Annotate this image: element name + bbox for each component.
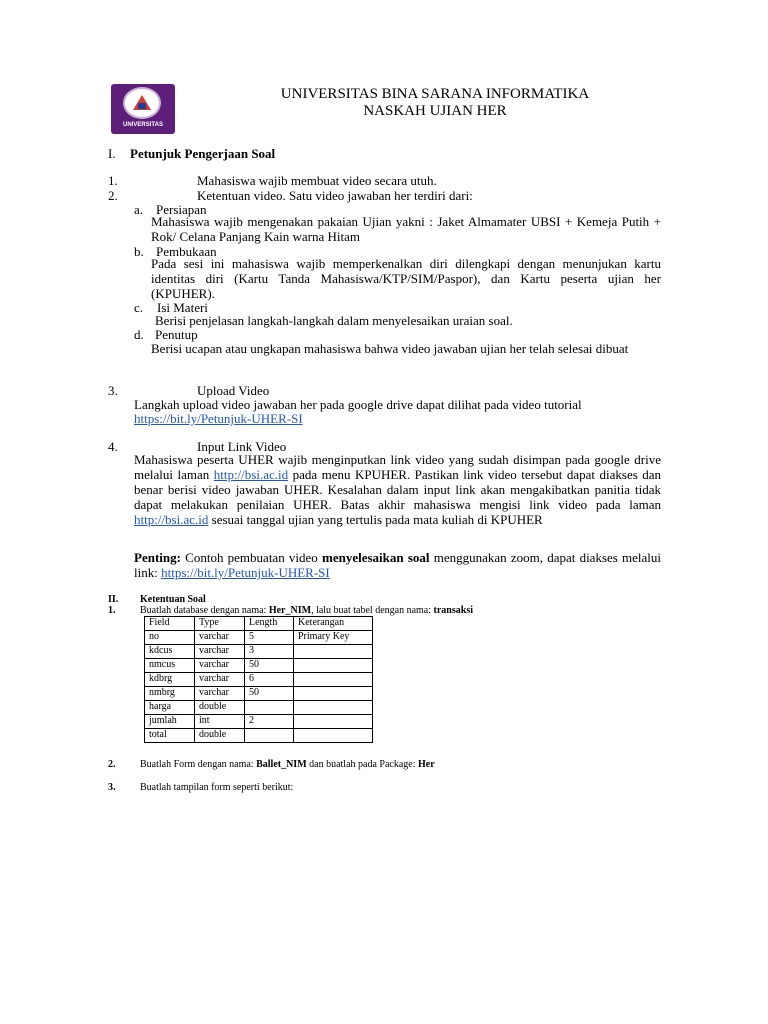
sub-d-letter: d. <box>134 327 144 342</box>
q1-db-name: Her_NIM <box>268 605 312 616</box>
cell-type: varchar <box>195 687 245 701</box>
q2-mid: dan buatlah pada Package: <box>309 759 416 770</box>
cell-field: nmcus <box>145 659 195 673</box>
cell-length: 2 <box>245 715 294 729</box>
cell-keterangan <box>294 645 373 659</box>
header-length: Length <box>245 617 294 631</box>
bsi-link-1[interactable]: http://bsi.ac.id <box>213 467 289 482</box>
table-row <box>145 645 373 659</box>
cell-type: varchar <box>195 645 245 659</box>
cell-field: no <box>145 631 195 645</box>
cell-field: harga <box>145 701 195 715</box>
q1-number: 1. <box>108 605 116 616</box>
item4-paragraph <box>134 452 661 527</box>
item3-text: Langkah upload video jawaban her pada google drive dapat dilihat pada video tutorial <box>134 397 582 412</box>
item3-title: Upload Video <box>197 383 270 398</box>
table-row <box>145 729 373 743</box>
table-row <box>145 701 373 715</box>
q3-number: 3. <box>108 782 116 793</box>
q1-table-name: transaksi <box>433 605 473 616</box>
note-text-2: menggunakan zoom, dapat diakses melalui link: <box>134 550 662 580</box>
note-paragraph <box>134 550 661 580</box>
note-link[interactable]: https://bit.ly/Petunjuk-UHER-SI <box>161 565 330 580</box>
exam-title: NASKAH UJIAN HER <box>363 103 507 119</box>
cell-type: int <box>195 715 245 729</box>
item2-text: Ketentuan video. Satu video jawaban her terdiri dari: <box>197 188 473 203</box>
header-field: Field <box>145 617 195 631</box>
cell-length <box>245 729 294 743</box>
cell-length: 6 <box>245 673 294 687</box>
q2-form-name: Ballet_NIM <box>256 759 307 770</box>
q2-pre: Buatlah Form dengan nama: <box>140 759 254 770</box>
university-logo <box>111 84 175 134</box>
item1-text: Mahasiswa wajib membuat video secara utuh. <box>197 173 437 188</box>
logo-text: UNIVERSITAS <box>123 122 163 128</box>
table-header-row <box>145 617 373 631</box>
section2-title: Ketentuan Soal <box>140 594 206 605</box>
note-text-1: Contoh pembuatan video <box>185 550 318 565</box>
section1-number: I. <box>108 146 116 161</box>
cell-keterangan <box>294 729 373 743</box>
cell-keterangan <box>294 687 373 701</box>
cell-type: double <box>195 729 245 743</box>
sub-a-title: Persiapan <box>156 202 207 217</box>
header-type: Type <box>195 617 245 631</box>
cell-length: 3 <box>245 645 294 659</box>
sub-b-letter: b. <box>134 244 144 259</box>
item4-number: 4. <box>108 439 118 454</box>
cell-keterangan <box>294 715 373 729</box>
transaksi-field-table <box>144 616 373 743</box>
cell-type: varchar <box>195 673 245 687</box>
note-bold: menyelesaikan soal <box>322 550 430 565</box>
item4-text-1: Mahasiswa peserta UHER wajib menginputkan link video yang sudah disimpan pada google drive melalui laman <box>134 452 661 482</box>
cell-keterangan <box>294 659 373 673</box>
q2-number: 2. <box>108 759 116 770</box>
cell-field: nmbrg <box>145 687 195 701</box>
university-title: UNIVERSITAS BINA SARANA INFORMATIKA <box>280 86 590 102</box>
q2-text <box>140 759 435 771</box>
item2-number: 2. <box>108 188 118 203</box>
cell-type: varchar <box>195 631 245 645</box>
note-label: Penting: <box>134 550 181 565</box>
cell-field: total <box>145 729 195 743</box>
item3-number: 3. <box>108 383 118 398</box>
cell-type: varchar <box>195 659 245 673</box>
section1-title: Petunjuk Pengerjaan Soal <box>130 146 276 161</box>
sub-b-body: Pada sesi ini mahasiswa wajib memperkenalkan diri dilengkapi dengan menunjukan kartu identitas diri (Kartu Tanda Mahasiswa/KTP/SIM/Paspor), dan Kartu peserta ujian her (KPUHER). <box>151 256 661 301</box>
logo-emblem-icon <box>132 94 152 112</box>
tutorial-link[interactable]: https://bit.ly/Petunjuk-UHER-SI <box>134 411 303 426</box>
cell-keterangan <box>294 701 373 715</box>
cell-length: 50 <box>245 687 294 701</box>
q1-pre: Buatlah database dengan nama: <box>140 605 267 616</box>
item4-text-3: sesuai tanggal ujian yang tertulis pada mata kuliah di KPUHER <box>211 512 543 527</box>
cell-length <box>245 701 294 715</box>
cell-field: kdcus <box>145 645 195 659</box>
table-row <box>145 687 373 701</box>
sub-a-letter: a. <box>134 202 144 217</box>
item4-text-2: pada menu KPUHER. Pastikan link video tersebut dapat diakses dan benar berisi video jawaban UHER. Kesalahan dalam input link akan mengakibatkan panitia tidak dapat melakukan penilaian UHER. Batas akhir mahasiswa mengisi link video pada laman <box>134 467 662 512</box>
q2-package-name: Her <box>417 759 435 770</box>
item1-number: 1. <box>108 173 118 188</box>
cell-length: 5 <box>245 631 294 645</box>
section2-number: II. <box>108 594 119 605</box>
cell-length: 50 <box>245 659 294 673</box>
bsi-link-2[interactable]: http://bsi.ac.id <box>134 512 209 527</box>
table-row <box>145 715 373 729</box>
sub-d-title: Penutup <box>155 327 198 342</box>
q3-text: Buatlah tampilan form seperti berikut: <box>140 782 294 793</box>
sub-c-letter: c. <box>134 300 144 315</box>
sub-d-body: Berisi ucapan atau ungkapan mahasiswa bahwa video jawaban ujian her telah selesai dibuat <box>151 341 629 356</box>
cell-keterangan <box>294 673 373 687</box>
sub-a-body: Mahasiswa wajib mengenakan pakaian Ujian yakni : Jaket Almamater UBSI + Kemeja Putih + Rok/ Celana Panjang Kain warna Hitam <box>151 214 661 244</box>
q1-mid: , lalu buat tabel dengan nama: <box>311 605 432 616</box>
table-row <box>145 659 373 673</box>
sub-c-title: Isi Materi <box>157 300 208 315</box>
cell-keterangan: Primary Key <box>294 631 373 645</box>
table-row <box>145 631 373 645</box>
sub-b-title: Pembukaan <box>156 244 217 259</box>
header-keterangan: Keterangan <box>294 617 373 631</box>
cell-type: double <box>195 701 245 715</box>
sub-c-body: Berisi penjelasan langkah-langkah dalam menyelesaikan uraian soal. <box>155 313 513 328</box>
cell-field: kdbrg <box>145 673 195 687</box>
table-row <box>145 673 373 687</box>
item4-title: Input Link Video <box>197 439 287 454</box>
cell-field: jumlah <box>145 715 195 729</box>
